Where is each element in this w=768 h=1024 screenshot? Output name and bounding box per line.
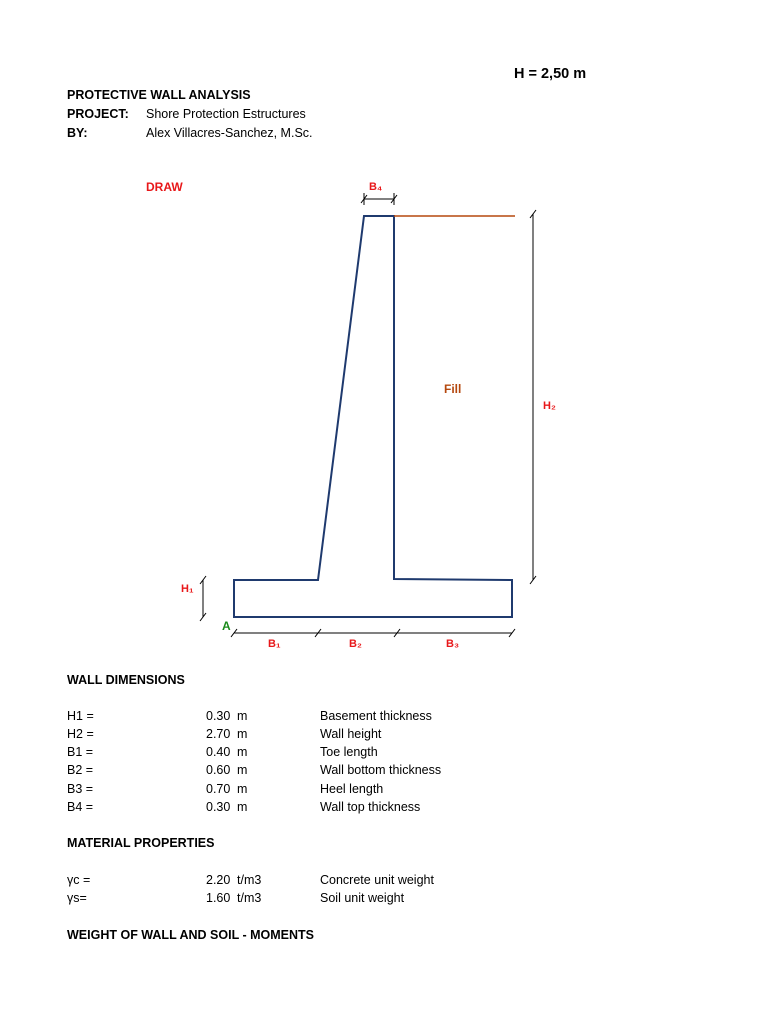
dim-value: 0.70 xyxy=(206,782,231,796)
b4-dimension xyxy=(361,193,397,205)
b1-label: B₁ xyxy=(268,638,281,650)
h1-label: H₁ xyxy=(181,583,194,595)
property-name: γc = xyxy=(67,873,91,887)
dim-unit: m xyxy=(237,782,248,796)
material-properties-heading: MATERIAL PROPERTIES xyxy=(67,836,215,850)
dim-unit: m xyxy=(237,745,248,759)
property-description: Soil unit weight xyxy=(320,891,405,905)
dim-unit: m xyxy=(237,709,248,723)
dim-description: Wall height xyxy=(320,727,382,741)
dim-name: B1 = xyxy=(67,745,94,759)
by-label: BY: xyxy=(67,126,88,140)
dim-name: B2 = xyxy=(67,763,94,777)
project-value: Shore Protection Estructures xyxy=(146,107,306,121)
property-description: Concrete unit weight xyxy=(320,873,434,887)
property-unit: t/m3 xyxy=(237,891,262,905)
dim-name: B3 = xyxy=(67,782,94,796)
property-unit: t/m3 xyxy=(237,873,262,887)
document-title: PROTECTIVE WALL ANALYSIS xyxy=(67,88,251,102)
b2-label: B₂ xyxy=(349,638,362,650)
dim-name: H1 = xyxy=(67,709,94,723)
dim-description: Basement thickness xyxy=(320,709,432,723)
b3-label: B₃ xyxy=(446,638,460,650)
dim-value: 2.70 xyxy=(206,727,231,741)
dim-description: Wall bottom thickness xyxy=(320,763,442,777)
point-a-label: A xyxy=(222,619,231,633)
wall-outline xyxy=(234,216,512,617)
base-dimension xyxy=(231,629,515,637)
dim-value: 0.30 xyxy=(206,800,231,814)
h2-dimension xyxy=(530,210,536,584)
weight-moments-heading: WEIGHT OF WALL AND SOIL - MOMENTS xyxy=(67,928,314,942)
total-height-label: H = 2,50 m xyxy=(514,66,587,82)
dim-unit: m xyxy=(237,727,248,741)
b4-label: B₄ xyxy=(369,181,383,193)
property-value: 1.60 xyxy=(206,891,231,905)
dim-value: 0.30 xyxy=(206,709,231,723)
h2-label: H₂ xyxy=(543,400,556,412)
dim-name: H2 = xyxy=(67,727,94,741)
dim-unit: m xyxy=(237,800,248,814)
fill-label: Fill xyxy=(444,382,462,396)
dim-description: Wall top thickness xyxy=(320,800,421,814)
dim-description: Heel length xyxy=(320,782,384,796)
author-value: Alex Villacres-Sanchez, M.Sc. xyxy=(146,126,313,140)
property-name: γs= xyxy=(67,891,87,905)
draw-title: DRAW xyxy=(146,180,183,194)
dim-name: B4 = xyxy=(67,800,94,814)
dim-description: Toe length xyxy=(320,745,378,759)
wall-dimensions-heading: WALL DIMENSIONS xyxy=(67,673,185,687)
dim-value: 0.60 xyxy=(206,763,231,777)
h1-dimension xyxy=(200,576,206,621)
dim-value: 0.40 xyxy=(206,745,231,759)
project-label: PROJECT: xyxy=(67,107,129,121)
property-value: 2.20 xyxy=(206,873,231,887)
dim-unit: m xyxy=(237,763,248,777)
